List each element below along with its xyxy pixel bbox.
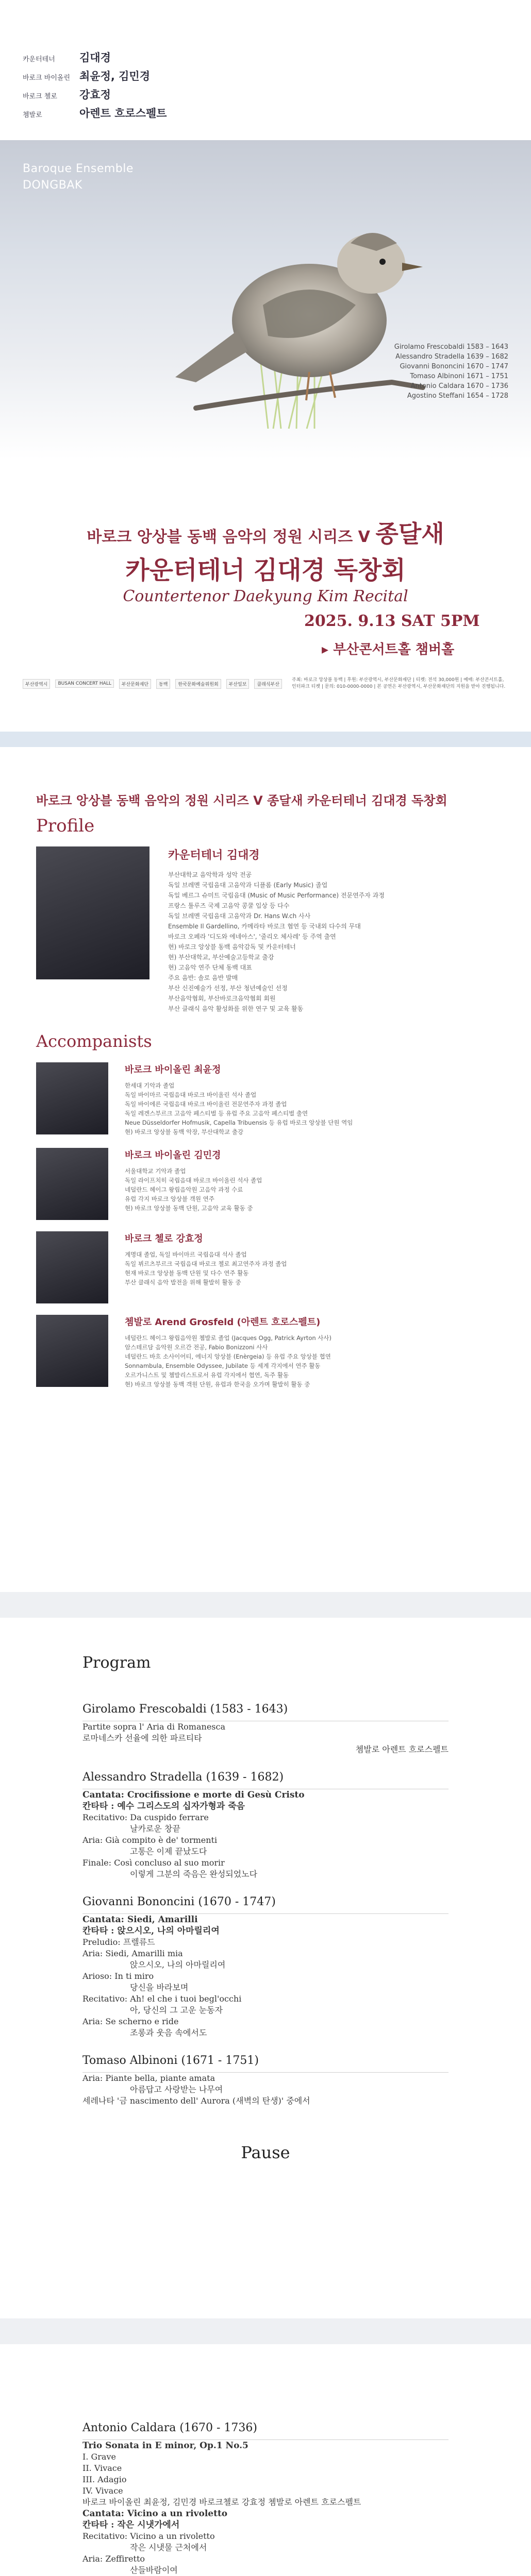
- program-item: Arioso: In ti miro: [82, 1971, 154, 1981]
- bio-line: Sonnambula, Ensemble Odyssee, Jubilate 등 세계 각지에서 연주 활동: [125, 1362, 321, 1369]
- program-item: Aria: Se scherno e ride: [82, 2016, 179, 2026]
- bio-line: 현재 바로크 앙상블 동백 단원 및 다수 연주 활동: [125, 1269, 249, 1277]
- accompanist-bio: [125, 1315, 455, 1389]
- performer-name: 최윤정, 김민경: [79, 70, 151, 82]
- intermission-label: Pause: [241, 2143, 290, 2162]
- composer-heading: Tomaso Albinoni (1671 - 1751): [82, 2054, 259, 2067]
- accompanist-photo: [36, 1231, 108, 1303]
- sponsor-strip: [23, 666, 508, 702]
- accompanist-name: 쳄발로 Arend Grosfeld (아렌트 흐로스펠트): [125, 1317, 321, 1328]
- bio-line: 부산 클래식 음악 활성화를 위한 연구 및 교육 활동: [168, 1005, 304, 1012]
- banner-series: 바로크 앙상블 동백 음악의 정원 시리즈 V 종달새: [36, 793, 303, 808]
- bio-line: 독일 레겐스부르크 고음악 페스티벌 등 유럽 주요 고음악 페스티벌 출연: [125, 1110, 308, 1117]
- accompanist-bio-text: [125, 1081, 455, 1137]
- composer-dates: Alessandro Stradella 1639 – 1682: [395, 353, 508, 361]
- program-item: 이렇게 그분의 죽음은 완성되었노다: [130, 1869, 258, 1879]
- program-first-half: [82, 1703, 449, 2107]
- accompanist-name: 바로크 첼로 강효정: [125, 1233, 203, 1244]
- composer-dates: Tomaso Albinoni 1671 – 1751: [410, 372, 508, 380]
- program-item: Cantata: Crocifissione e morte di Gesù Cristo: [82, 1790, 305, 1800]
- performer-name: 김대경: [79, 52, 111, 64]
- lark-bird-illustration: [0, 140, 531, 460]
- bio-line: 네덜란드 헤이그 왕립음악원 쳄발로 졸업 (Jacques Ogg, Patrick Ayrton 사사): [125, 1334, 331, 1342]
- bio-line: 유럽 각지 바로크 앙상블 객원 연주: [125, 1195, 214, 1202]
- poster: [0, 0, 531, 732]
- bio-line: 한세대 기악과 졸업: [125, 1082, 175, 1089]
- bio-line: 네덜란드 헤이그 왕립음악원 고음악 과정 수료: [125, 1186, 243, 1193]
- main-artist-profile: [36, 846, 495, 1014]
- program-item: 앉으시오, 나의 아마릴리여: [130, 1960, 226, 1970]
- location-icon: ▸: [322, 642, 329, 657]
- lark-artwork: [0, 140, 531, 460]
- accompanist-bio-text: [125, 1166, 455, 1213]
- sponsor-logos: [23, 679, 282, 689]
- performer-row: [23, 105, 229, 124]
- performer-role: 바로크 첼로: [23, 93, 57, 100]
- bio-line: 현) 바로크 앙상블 동백 음악감독 및 카운터테너: [168, 943, 296, 951]
- performer-role: 카운터테너: [23, 56, 55, 63]
- bio-line: 부산음악협회, 부산바로크음악협회 회원: [168, 995, 276, 1002]
- accompanist-name: 바로크 바이올린 김민경: [125, 1150, 221, 1161]
- program-item: 쳄발로 아렌트 흐로스펠트: [355, 1744, 449, 1754]
- program-item: 조롱과 웃음 속에서도: [130, 2028, 207, 2038]
- bio-line: 네덜란드 바흐 소사이어티, 에너지 앙상블 (Enèrgeia) 등 유럽 주요 앙상블 협연: [125, 1353, 331, 1360]
- ensemble-name-line: Baroque Ensemble: [23, 162, 134, 175]
- performer-row: [23, 49, 229, 68]
- composer-heading: Girolamo Frescobaldi (1583 - 1643): [82, 1703, 288, 1716]
- performer-role: 쳄발로: [23, 111, 42, 119]
- accompanist-list: [36, 1062, 495, 1389]
- program-item: 세레나타 '금 nascimento dell' Aurora (새벽의 탄생)' 중에서: [82, 2096, 310, 2106]
- performer-row: [23, 87, 229, 105]
- accompanists-heading: Accompanists: [36, 1031, 152, 1051]
- program-item: Cantata: Siedi, Amarilli: [82, 1914, 198, 1925]
- program-item: Trio Sonata in E minor, Op.1 No.5: [82, 2441, 248, 2451]
- program-item: Aria: Piante bella, piante amata: [82, 2073, 215, 2083]
- bio-line: 독일 바이마르 국립음대 바로크 바이올린 석사 졸업: [125, 1091, 257, 1098]
- main-artist-name: 카운터테너 김대경: [168, 849, 260, 862]
- program-item: 작은 시냇물 근처에서: [130, 2543, 207, 2552]
- main-bio-text: [168, 870, 457, 1014]
- program-item: 고통은 이제 끝났도다: [130, 1846, 207, 1856]
- concert-venue: [322, 639, 454, 658]
- accompanist-photo: [36, 1062, 108, 1134]
- program-item: 로마네스카 선율에 의한 파르티타: [82, 1733, 202, 1743]
- accompanist-profile: [36, 1062, 495, 1137]
- program-item: 날카로운 창끝: [130, 1824, 180, 1834]
- bio-line: 오르가니스트 및 쳄발리스트로서 유럽 각지에서 협연, 독주 활동: [125, 1371, 289, 1379]
- bio-line: 현) 부산대학교, 부산예술고등학교 출강: [168, 954, 274, 961]
- bio-line: 서울대학교 기악과 졸업: [125, 1167, 186, 1175]
- program-item: Aria: Siedi, Amarilli mia: [82, 1948, 183, 1958]
- bio-line: 독일 라이프치히 국립음대 바로크 바이올린 석사 졸업: [125, 1177, 262, 1184]
- program-item: II. Vivace: [82, 2463, 122, 2473]
- accompanist-profile: [36, 1315, 495, 1389]
- bio-line: Neue Düsseldorfer Hofmusik, Capella Tribuensis 등 유럽 바로크 앙상블 단원 역임: [125, 1119, 353, 1126]
- series-subtitle: 종달새: [375, 520, 444, 548]
- bio-line: 부산 신진예술가 선정, 부산 청년예술인 선정: [168, 985, 288, 992]
- bio-line: 바로크 오페라 '디도와 에네아스', '줄리오 체사레' 등 주역 출연: [168, 933, 336, 940]
- composer-heading: Giovanni Bononcini (1670 - 1747): [82, 1895, 276, 1908]
- program-item: 아름답고 사랑받는 나무여: [130, 2084, 223, 2094]
- program-item: Aria: Zeffiretto: [82, 2554, 145, 2564]
- program-item: Recitativo: Ah! el che i tuoi begl'occhi: [82, 1994, 242, 2004]
- program-item: 칸타타 : 예수 그리스도의 십자가형과 죽음: [82, 1801, 245, 1811]
- countertenor-photo: [36, 846, 150, 979]
- performer-name: 강효정: [79, 89, 111, 101]
- recital-title-ko: 카운터테너 김대경 독창회: [125, 556, 406, 585]
- program-item: 아, 당신의 그 고운 눈동자: [130, 2005, 223, 2015]
- sponsor-logo: 부산일보: [226, 679, 250, 689]
- composer-dates: Antonio Caldara 1670 – 1736: [410, 382, 508, 390]
- performer-role: 바로크 바이올린: [23, 74, 71, 82]
- program-item: Recitativo: Da cuspido ferrare: [82, 1812, 209, 1822]
- program-second-half: [82, 2421, 449, 2576]
- accompanist-bio: [125, 1062, 455, 1137]
- composer-list: [394, 342, 508, 401]
- program-item: IV. Vivace: [82, 2486, 123, 2496]
- program-item: Recitativo: Vicino a un rivoletto: [82, 2531, 215, 2541]
- bio-line: Ensemble Il Gardellino, 카메라타 바로크 협연 등 국내외 다수의 무대: [168, 923, 361, 930]
- recital-title-en: Countertenor Daekyung Kim Recital: [123, 587, 408, 605]
- bio-line: 독일 베르그 슈미트 국립음대 (Music of Music Performance) 전문연주자 과정: [168, 892, 385, 899]
- bio-line: 현) 바로크 앙상블 동백 객원 단원, 유럽과 한국을 오가며 활발히 활동 중: [125, 1381, 310, 1388]
- bio-line: 계명대 졸업, 독일 바이마르 국립음대 석사 졸업: [125, 1251, 247, 1258]
- sponsor-logo: BUSAN CONCERT HALL: [55, 680, 113, 688]
- composer-dates: Girolamo Frescobaldi 1583 – 1643: [394, 343, 508, 351]
- bio-line: 부산대학교 음악학과 성악 전공: [168, 871, 252, 878]
- program-item: Aria: Già compito è de' tormenti: [82, 1835, 218, 1845]
- concert-date: 2025. 9.13 SAT 5PM: [304, 612, 480, 630]
- program-item: Finale: Così concluso al suo morir: [82, 1858, 225, 1868]
- ticket-info: 주최: 바로크 앙상블 동백 | 후원: 부산광역시, 부산문화재단 | 티켓: 전석 30,000원 | 예매: 부산콘서트홀, 인터파크 티켓 | 문의: 010-0000-0000 | 본 공연은 부산광역시, 부산문화재단의 지원을 받아 진행됩니다.: [292, 677, 506, 689]
- bio-line: 독일 브레멘 국립음대 고음악과 Dr. Hans W.ch 사사: [168, 912, 311, 920]
- sponsor-logo: 한국문화예술위원회: [175, 679, 221, 689]
- performer-list: [23, 49, 229, 124]
- program-item: 칸타타 : 앉으시오, 나의 아마릴리여: [82, 1926, 220, 1936]
- program-heading: Program: [82, 1654, 151, 1672]
- accompanist-photo: [36, 1315, 108, 1387]
- ensemble-name-line: DONGBAK: [23, 179, 82, 192]
- bio-line: 독일 브레멘 국립음대 고음악과 디플롬 (Early Music) 졸업: [168, 882, 328, 889]
- accompanist-bio-text: [125, 1250, 455, 1287]
- bio-line: 현) 바로크 앙상블 동백 단원, 고음악 교육 활동 중: [125, 1205, 253, 1212]
- composer-dates: Agostino Steffani 1654 – 1728: [407, 392, 508, 400]
- sponsor-logo: 클래식부산: [254, 679, 281, 689]
- accompanist-bio: [125, 1231, 455, 1303]
- bio-line: 현) 바로크 앙상블 동백 악장, 부산대학교 출강: [125, 1128, 244, 1136]
- performer-name: 아렌트 흐로스펠트: [79, 107, 167, 120]
- program-item: I. Grave: [82, 2452, 116, 2462]
- program-section-1: [0, 1618, 531, 2318]
- program-item: Cantata: Vicino a un rivoletto: [82, 2509, 228, 2519]
- section-divider: [0, 732, 531, 747]
- program-item: Preludio: 프렐류드: [82, 1937, 155, 1947]
- section-divider: [0, 2318, 531, 2344]
- performer-row: [23, 68, 229, 87]
- profile-section: [0, 747, 531, 1592]
- accompanist-bio: [125, 1148, 455, 1220]
- bio-line: 현) 고음악 연주 단체 동백 대표: [168, 964, 252, 971]
- bio-line: 독일 바이에른 국립음대 바로크 바이올린 전문연주자 과정 졸업: [125, 1100, 287, 1108]
- bio-line: 부산 클래식 음악 발전을 위해 활발히 활동 중: [125, 1279, 241, 1286]
- profile-banner: [36, 747, 495, 808]
- accompanist-profile: [36, 1231, 495, 1303]
- venue-name: 부산콘서트홀 챔버홀: [333, 642, 455, 657]
- bio-line: 프랑스 툴루즈 국제 고음악 콩쿨 입상 등 다수: [168, 902, 290, 909]
- program-item: III. Adagio: [82, 2475, 127, 2484]
- accompanist-name: 바로크 바이올린 최윤정: [125, 1064, 221, 1075]
- series-title: [0, 515, 531, 549]
- banner-title: 카운터테너 김대경 독창회: [307, 793, 447, 808]
- composer-heading: Alessandro Stradella (1639 - 1682): [82, 1771, 284, 1784]
- program-item: 바로크 바이올린 최윤정, 김민경 바로크첼로 강효정 쳄발로 아렌트 흐로스펠트: [82, 2497, 361, 2507]
- program-item: 칸타타 : 작은 시냇가에서: [82, 2520, 180, 2530]
- profile-heading: Profile: [36, 816, 95, 836]
- program-item: Partite sopra l' Aria di Romanesca: [82, 1722, 225, 1732]
- sponsor-logo: 부산문화재단: [119, 679, 151, 689]
- section-divider: [0, 1592, 531, 1618]
- series-label: 바로크 앙상블 동백 음악의 정원 시리즈 V: [87, 528, 370, 546]
- sponsor-logo: 부산광역시: [23, 679, 50, 689]
- program-item: 당신을 바라보며: [130, 1982, 189, 1992]
- composer-heading: Antonio Caldara (1670 - 1736): [82, 2421, 257, 2434]
- accompanist-photo: [36, 1148, 108, 1220]
- sponsor-logo: 동백: [156, 679, 170, 689]
- bio-line: 암스테르담 음악원 오르간 전공, Fabio Bonizzoni 사사: [125, 1344, 268, 1351]
- bio-line: 주요 음반: 솔로 음반 발매: [168, 974, 238, 981]
- program-section-2: [0, 2344, 531, 2576]
- composer-dates: Giovanni Bononcini 1670 – 1747: [400, 363, 508, 370]
- main-bio: [168, 846, 457, 1014]
- bio-line: 독일 뷔르츠부르크 국립음대 바로크 첼로 최고연주자 과정 졸업: [125, 1260, 287, 1267]
- accompanist-bio-text: [125, 1333, 455, 1389]
- accompanist-profile: [36, 1148, 495, 1220]
- program-item: 산들바람이여: [130, 2565, 178, 2575]
